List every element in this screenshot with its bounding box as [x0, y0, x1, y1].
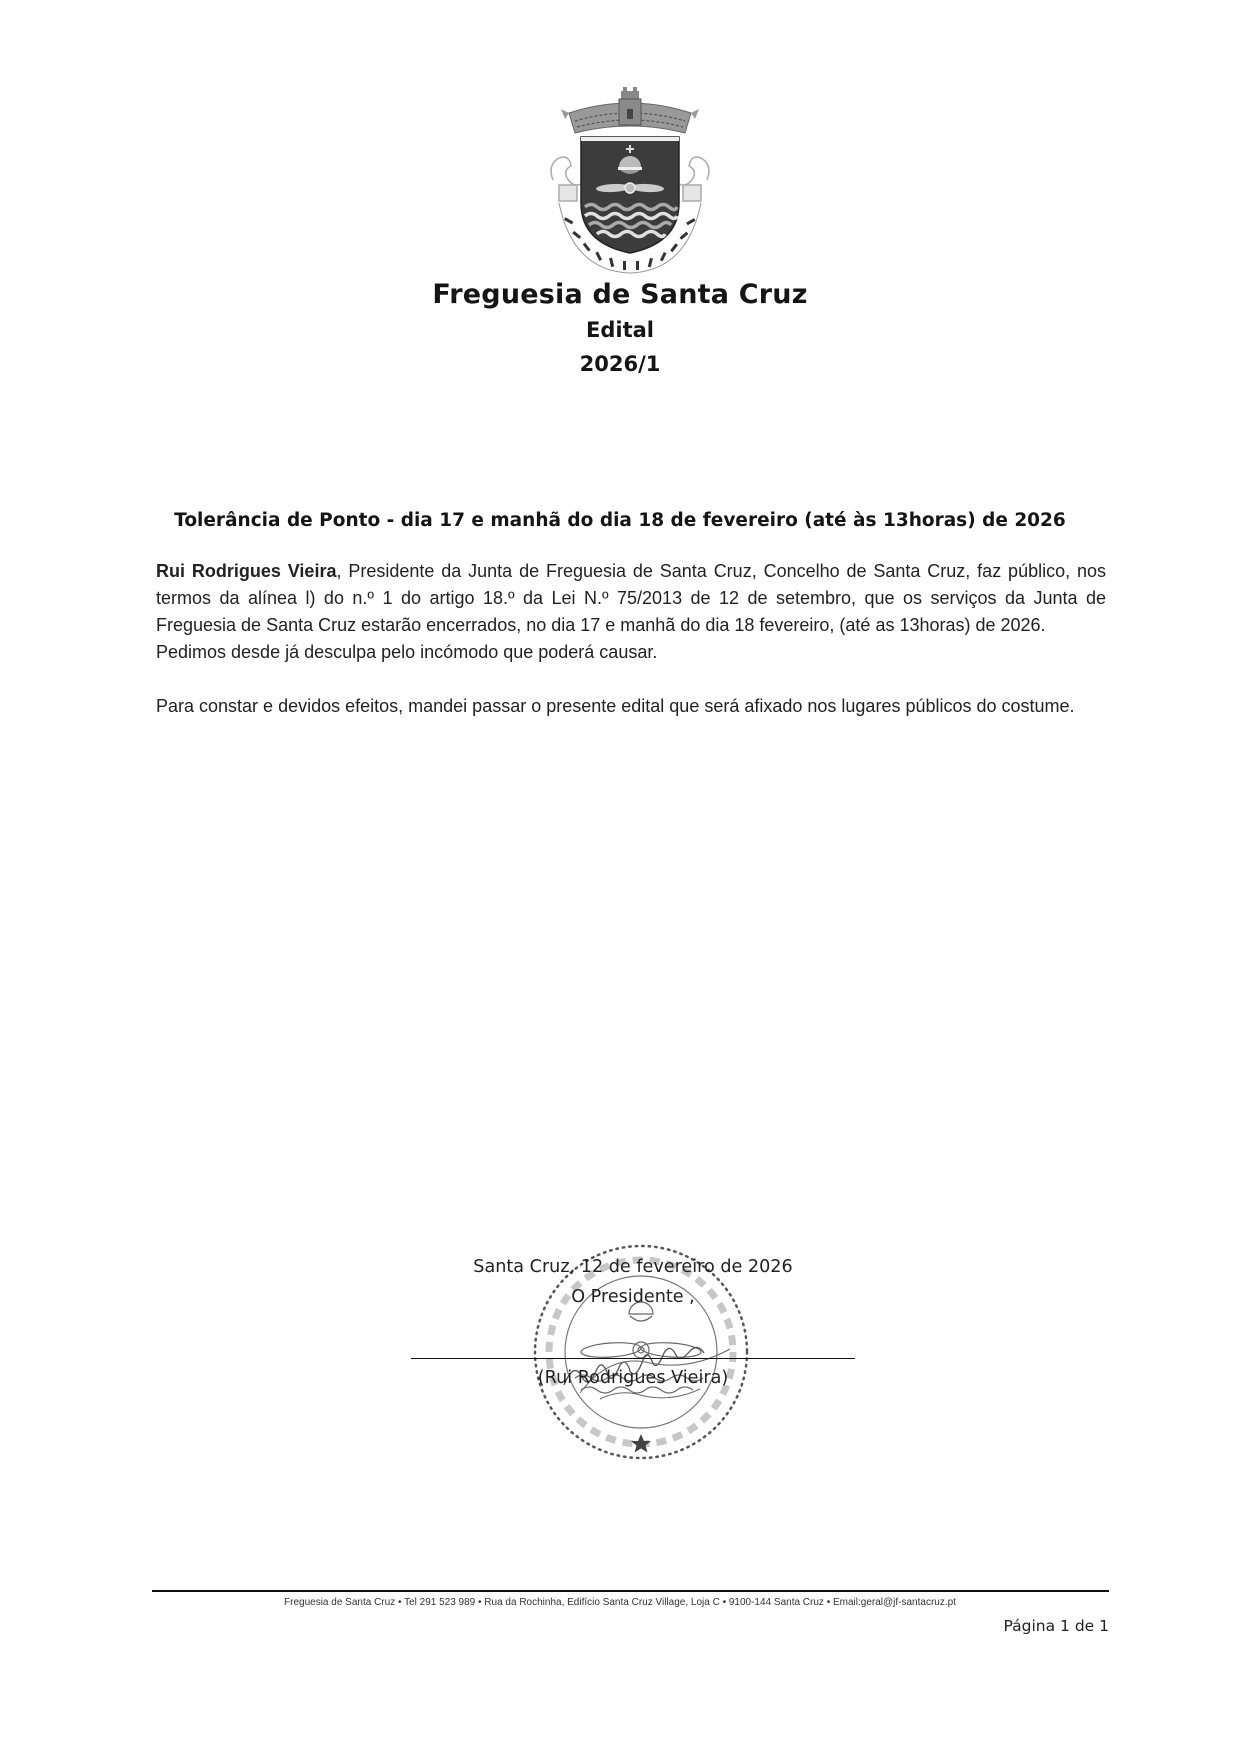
body-paragraph-1-text: , Presidente da Junta de Freguesia de Santa Cruz, Concelho de Santa Cruz, faz público, nos termos da alínea l) do n.º 1 do artigo 18.º da Lei N.º 75/2013 de 12 de setembro, que os serviços da Junta de Freguesia de Santa Cruz estarão encerrados, no dia 17 e manhã do dia 18 fevereiro, (até as 13horas) de 2026.: [156, 561, 1106, 635]
body-paragraph-2: Pedimos desde já desculpa pelo incómodo que poderá causar.: [156, 642, 658, 662]
signer-role: O Presidente ,: [571, 1287, 695, 1307]
footer-divider: [152, 1590, 1109, 1592]
place-and-date: Santa Cruz, 12 de fevereiro de 2026: [473, 1257, 793, 1277]
stamp-star-icon: [631, 1434, 651, 1453]
coat-of-arms-logo: [545, 85, 715, 275]
footer-contact-info: Freguesia de Santa Cruz • Tel 291 523 989 • Rua da Rochinha, Edifício Santa Cruz Village, Loja C • 9100-144 Santa Cruz • Email:geral@jf-santacruz.pt: [284, 1597, 956, 1608]
signer-name-bold: Rui Rodrigues Vieira: [156, 561, 337, 581]
document-subject: Tolerância de Ponto - dia 17 e manhã do dia 18 de fevereiro (até às 13horas) de 2026: [174, 510, 1066, 531]
document-body: [156, 558, 1106, 720]
body-paragraph-3: Para constar e devidos efeitos, mandei passar o presente edital que será afixado nos lugares públicos do costume.: [156, 696, 1075, 716]
signature-block: [411, 1252, 855, 1393]
page-number: Página 1 de 1: [1003, 1617, 1109, 1635]
document-number: 2026/1: [579, 352, 661, 376]
organization-title: Freguesia de Santa Cruz: [432, 279, 808, 310]
signature-line: [411, 1358, 855, 1359]
document-type: Edital: [586, 318, 654, 342]
body-paragraph-1: [156, 558, 1106, 639]
signer-name: (Rui Rodrigues Vieira): [537, 1368, 729, 1388]
